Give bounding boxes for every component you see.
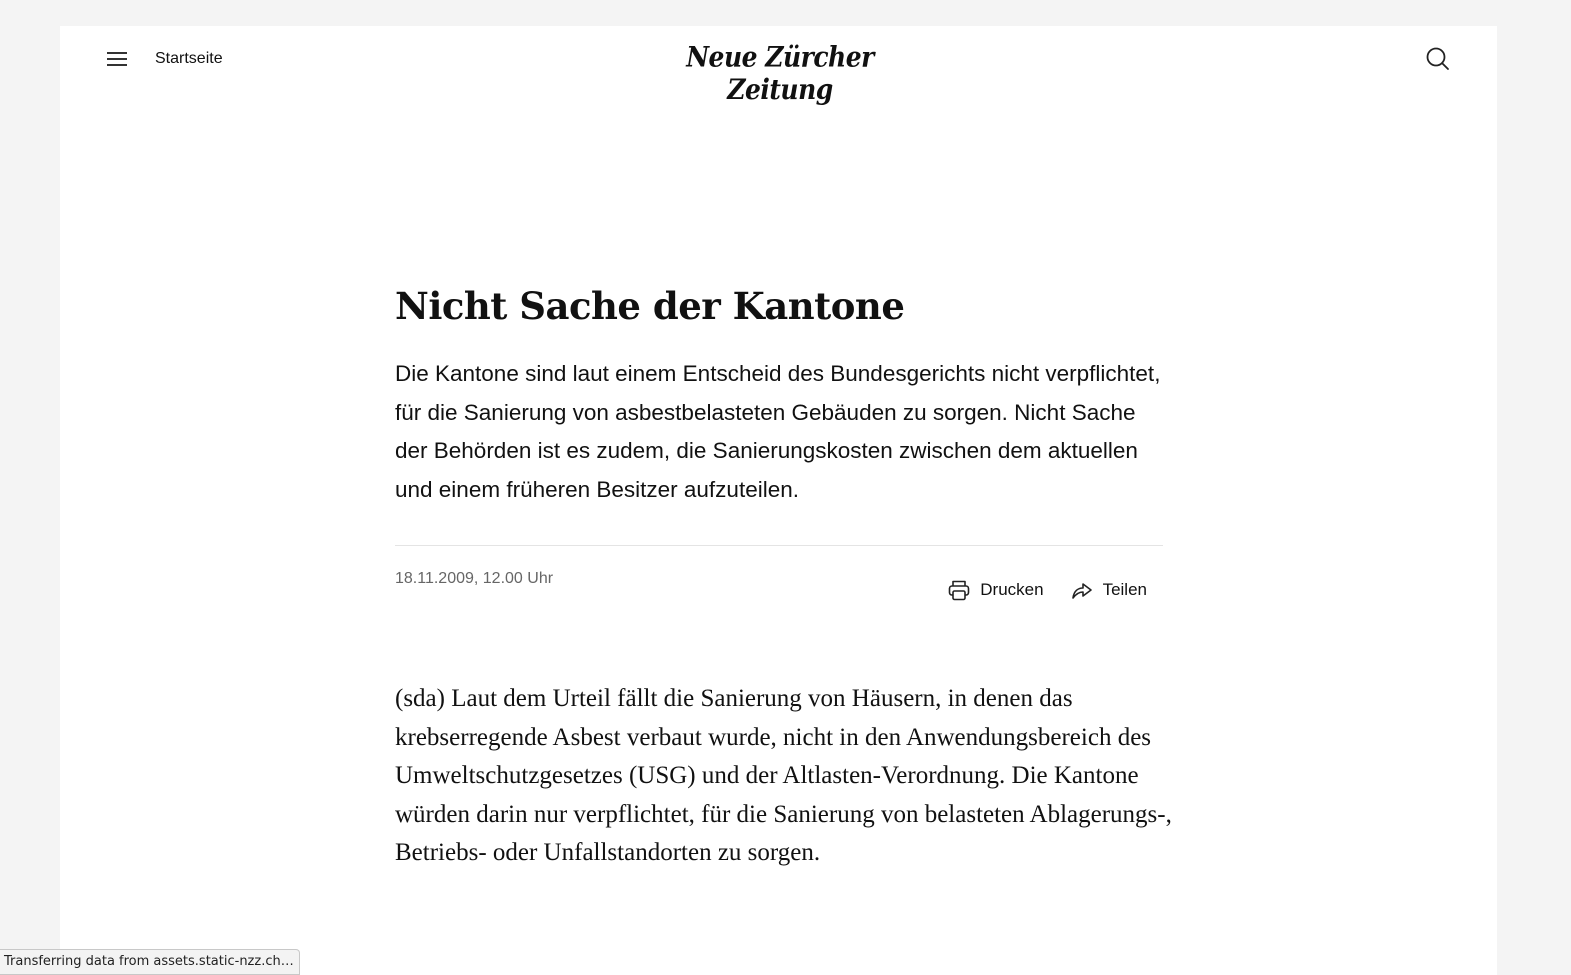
site-header [60,26,1497,106]
home-link[interactable]: Startseite [155,50,223,67]
divider [395,545,1163,546]
page-container [60,26,1497,975]
share-arrow-icon [1070,578,1094,602]
share-button[interactable] [1070,578,1147,602]
article-body-paragraph: (sda) Laut dem Urteil fällt die Sanierung von Häusern, in denen das krebserregende Asbest verbaut wurde, nicht in den Anwendungsbereich des Umweltschutzgesetzes (USG) und der Altlasten-Verordnung. Die Kantone würden darin nur verpflichtet, für die Sanierung von belasteten Ablagerungs-, Betriebs- oder Unfallstandorten zu sorgen. [395,685,1172,866]
print-button[interactable] [947,578,1043,602]
printer-icon [947,578,971,602]
article-actions [947,578,1147,602]
nzz-logo[interactable]: Neue Zürcher Zeitung [686,40,874,106]
article-title: Nicht Sache der Kantone [395,284,905,328]
print-label: Drucken [980,580,1044,599]
article-lead: Die Kantone sind laut einem Entscheid des Bundesgerichts nicht verpflichtet, für die Sanierung von asbestbelasteten Gebäuden zu sorgen. Nicht Sache der Behörden ist es zudem, die Sanierungskosten zwischen dem aktuellen und einem früheren Besitzer aufzuteilen. [395,361,1161,502]
menu-button[interactable] [106,48,128,70]
search-button[interactable] [1425,46,1451,72]
browser-status-bar: Transferring data from assets.static-nzz.ch… [0,949,300,975]
share-label: Teilen [1102,580,1147,599]
publish-date: 18.11.2009, 12.00 Uhr [395,570,554,587]
search-icon [1425,46,1451,72]
